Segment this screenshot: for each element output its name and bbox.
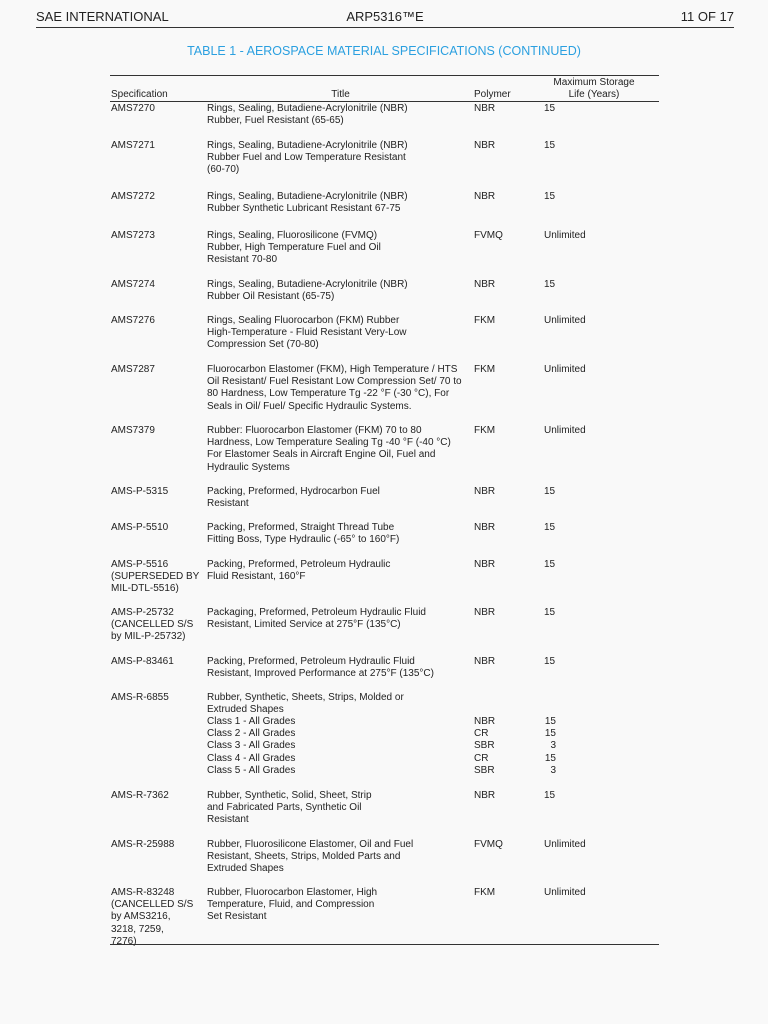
specification-cell: AMS7273 xyxy=(111,230,155,241)
title-cell: Packing, Preformed, Petroleum Hydraulic Fluid Resistant, 160°F xyxy=(207,559,391,583)
polymer-cell: NBR xyxy=(474,486,496,497)
storage-life-cell: 15 xyxy=(544,140,556,151)
storage-life-cell: 15 xyxy=(544,656,556,667)
specification-cell: AMS7287 xyxy=(111,364,155,375)
specification-cell: AMS7271 xyxy=(111,140,155,151)
polymer-cell: FKM xyxy=(474,364,496,375)
storage-life-cell: 15 xyxy=(544,279,556,290)
class-storage-life-value: 3 xyxy=(550,740,556,752)
polymer-cell: FKM xyxy=(474,887,496,898)
polymer-cell: NBR xyxy=(474,790,496,801)
specification-cell: AMS-R-83248 (CANCELLED S/S by AMS3216, 3218, 7259, 7276) xyxy=(111,887,194,947)
polymer-cell: FKM xyxy=(474,315,496,326)
class-polymer-cell: NBR xyxy=(474,716,496,727)
polymer-cell: NBR xyxy=(474,279,496,290)
title-cell: Rubber: Fluorocarbon Elastomer (FKM) 70 to 80 Hardness, Low Temperature Sealing Tg -40 °F (-40 °C) For Elastomer Seals in Aircraft Engine Oil, Fuel and Hydraulic Systems xyxy=(207,425,451,473)
storage-life-cell: 15 xyxy=(544,790,556,801)
class-storage-life-cell xyxy=(544,765,659,777)
specification-cell: AMS7274 xyxy=(111,279,155,290)
specification-cell: AMS7276 xyxy=(111,315,155,326)
class-subrow xyxy=(110,728,659,740)
class-polymer-cell: SBR xyxy=(474,740,495,752)
table-bottom-rule xyxy=(110,944,659,945)
storage-life-cell: 15 xyxy=(544,607,556,618)
title-cell: Rings, Sealing, Butadiene-Acrylonitrile (NBR) Rubber, Fuel Resistant (65-65) xyxy=(207,103,408,127)
specification-cell: AMS-R-7362 xyxy=(111,790,169,801)
specification-cell: AMS-R-6855 xyxy=(111,692,169,703)
polymer-cell: NBR xyxy=(474,191,496,202)
class-subrow xyxy=(110,753,659,765)
specification-cell: AMS7272 xyxy=(111,191,155,202)
title-cell: Packing, Preformed, Petroleum Hydraulic Fluid Resistant, Improved Performance at 275°F (135°C) xyxy=(207,656,434,680)
polymer-cell: NBR xyxy=(474,559,496,570)
specifications-table xyxy=(110,75,659,947)
class-title-cell: Class 4 - All Grades xyxy=(207,752,296,764)
specification-cell: AMS-P-25732 (CANCELLED S/S by MIL-P-25732) xyxy=(111,607,194,643)
storage-life-cell: 15 xyxy=(544,191,556,202)
polymer-cell: NBR xyxy=(474,656,496,667)
storage-life-cell: 15 xyxy=(544,103,556,114)
column-header-specification: Specification xyxy=(111,88,168,100)
class-storage-life-value: 3 xyxy=(550,764,556,776)
class-polymer-cell: SBR xyxy=(474,764,495,776)
storage-life-cell: Unlimited xyxy=(544,887,586,898)
storage-life-cell: 15 xyxy=(544,486,556,497)
class-storage-life-cell xyxy=(544,728,659,740)
title-cell: Packaging, Preformed, Petroleum Hydraulic Fluid Resistant, Limited Service at 275°F (135°C) xyxy=(207,607,426,631)
title-cell: Rings, Sealing, Butadiene-Acrylonitrile (NBR) Rubber Fuel and Low Temperature Resistant (60-70) xyxy=(207,140,408,176)
column-header-polymer: Polymer xyxy=(474,88,511,100)
title-cell: Rubber, Fluorocarbon Elastomer, High Temperature, Fluid, and Compression Set Resistant xyxy=(207,887,378,923)
specification-cell: AMS-P-5510 xyxy=(111,522,169,533)
specification-cell: AMS-P-5516 (SUPERSEDED BY MIL-DTL-5516) xyxy=(111,559,200,595)
storage-life-cell: Unlimited xyxy=(544,230,586,241)
class-polymer-cell: CR xyxy=(474,752,489,764)
class-subrow xyxy=(110,716,659,728)
title-cell: Rings, Sealing, Fluorosilicone (FVMQ) Rubber, High Temperature Fuel and Oil Resistant 70-80 xyxy=(207,230,381,266)
title-cell: Rings, Sealing, Butadiene-Acrylonitrile (NBR) Rubber Synthetic Lubricant Resistant 67-75 xyxy=(207,191,408,215)
specification-cell: AMS7379 xyxy=(111,425,155,436)
class-polymer-cell: CR xyxy=(474,728,489,740)
page-header xyxy=(36,8,734,28)
header-organization: SAE INTERNATIONAL xyxy=(36,9,169,24)
title-cell: Fluorocarbon Elastomer (FKM), High Temperature / HTS Oil Resistant/ Fuel Resistant Low Compression Set/ 70 to 80 Hardness, Low Temperature Tg -22 °F (-30 °C), For Seals in Oil/ Fuel/ Specific Hydraulic Systems. xyxy=(207,364,462,412)
specification-cell: AMS7270 xyxy=(111,103,155,114)
title-cell: Packing, Preformed, Straight Thread Tube Fitting Boss, Type Hydraulic (-65° to 160°F) xyxy=(207,522,400,546)
polymer-cell: NBR xyxy=(474,140,496,151)
class-storage-life-value: 15 xyxy=(544,728,556,740)
class-storage-life-value: 15 xyxy=(544,752,556,764)
storage-life-cell: Unlimited xyxy=(544,839,586,850)
storage-life-cell: Unlimited xyxy=(544,425,586,436)
polymer-cell: NBR xyxy=(474,522,496,533)
table-title: TABLE 1 - AEROSPACE MATERIAL SPECIFICATIONS (CONTINUED) xyxy=(187,44,581,58)
class-title-cell: Class 5 - All Grades xyxy=(207,764,296,776)
class-title-cell: Class 3 - All Grades xyxy=(207,740,296,752)
specification-cell: AMS-P-5315 xyxy=(111,486,169,497)
title-cell: Rubber, Synthetic, Solid, Sheet, Strip and Fabricated Parts, Synthetic Oil Resistant xyxy=(207,790,372,826)
polymer-cell: NBR xyxy=(474,607,496,618)
title-cell: Rings, Sealing, Butadiene-Acrylonitrile (NBR) Rubber Oil Resistant (65-75) xyxy=(207,279,408,303)
table-header-row xyxy=(110,76,659,102)
class-subrow xyxy=(110,740,659,752)
storage-life-cell: 15 xyxy=(544,522,556,533)
column-header-storage-life: Maximum Storage Life (Years) xyxy=(553,76,635,100)
polymer-cell: FVMQ xyxy=(474,230,503,241)
header-document-id: ARP5316™E xyxy=(346,9,424,24)
polymer-cell: FKM xyxy=(474,425,496,436)
title-cell: Rubber, Synthetic, Sheets, Strips, Molded or Extruded Shapes xyxy=(207,692,404,716)
title-cell: Rubber, Fluorosilicone Elastomer, Oil and Fuel Resistant, Sheets, Strips, Molded Parts and Extruded Shapes xyxy=(207,839,414,875)
class-storage-life-cell xyxy=(544,753,659,765)
title-cell: Rings, Sealing Fluorocarbon (FKM) Rubber High-Temperature - Fluid Resistant Very-Low Compression Set (70-80) xyxy=(207,315,407,351)
class-storage-life-cell xyxy=(544,716,659,728)
storage-life-cell: 15 xyxy=(544,559,556,570)
class-storage-life-cell xyxy=(544,740,659,752)
title-cell: Packing, Preformed, Hydrocarbon Fuel Resistant xyxy=(207,486,380,510)
polymer-cell: NBR xyxy=(474,103,496,114)
class-subrow xyxy=(110,765,659,777)
class-storage-life-value: 15 xyxy=(544,716,556,727)
header-page-number: 11 OF 17 xyxy=(680,9,734,24)
specification-cell: AMS-R-25988 xyxy=(111,839,175,850)
storage-life-cell: Unlimited xyxy=(544,315,586,326)
specification-cell: AMS-P-83461 xyxy=(111,656,174,667)
storage-life-cell: Unlimited xyxy=(544,364,586,375)
class-title-cell: Class 1 - All Grades xyxy=(207,716,296,727)
column-header-title: Title xyxy=(331,88,350,100)
polymer-cell: FVMQ xyxy=(474,839,503,850)
class-title-cell: Class 2 - All Grades xyxy=(207,728,296,740)
